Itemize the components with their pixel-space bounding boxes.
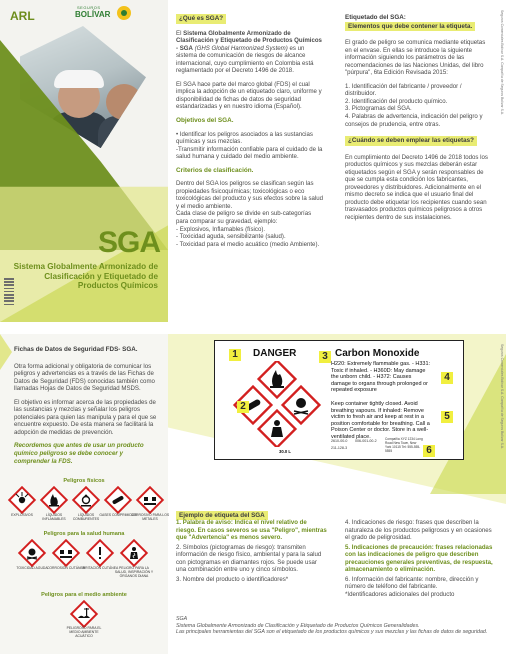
cas-number: 2610-00-0: [331, 439, 348, 443]
flammable-icon: [41, 487, 66, 512]
index-number: 006-001-00-2: [355, 439, 377, 443]
caption-flammable: LÍQUIDOS INFLAMABLES: [42, 513, 66, 521]
paragraph-fds-2: El objetivo es informar acerca de las propiedades de las sustancias y mezclas y señalar los peligros potenciales para quien las manipula y para el que se encuentre expuesto. De esta manera se facilitará la adopción de medidas de prevención.: [14, 398, 157, 436]
caption-corrosive-metals: CORROSIVO PARA LOS METALES: [130, 513, 170, 521]
criteria-example-1: - Explosivos, Inflamables (físico).: [176, 225, 266, 233]
label-item-3: 3. Pictogramas del SGA.: [345, 105, 412, 113]
product-name: Carbon Monoxide: [335, 348, 420, 359]
paragraph-definition: El Sistema Globalmente Armonizado de Clasificación y Etiquetado de Productos Químicos - SGA (GHS Global Harmonized System) es un sistema de comunicación de riesgos de alcance internacional, cuyo cumplimiento en Colombia está reglamentado por el Decreto 1496 de 2018.: [176, 29, 322, 75]
ec-number: 211-128-3: [331, 446, 348, 450]
marker-5: 5: [441, 411, 453, 423]
logo-name: BOLÍVAR: [75, 10, 111, 19]
skull-pictogram-icon: [283, 387, 320, 424]
fds-column: [14, 346, 160, 471]
brochure-outside: [0, 0, 506, 322]
example-item-1: 1. Palabra de aviso: Indica el nivel relativo de riesgo. En casos severos se usa "Peligro", mientras que "Advertencia" es menos severo.: [176, 519, 327, 542]
caption-aquatic-hazard: PELIGROSO PARA EL MEDIO AMBIENTE ACUÁTICO: [66, 626, 102, 638]
decorative-left-triangle: [0, 334, 12, 370]
label-item-1: 1. Identificación del fabricante / proveedor / distribuidor.: [345, 82, 462, 98]
cover-subtitle: Sistema Globalmente Armonizado de Clasificación y Etiquetado de Productos Químicos: [13, 262, 158, 291]
marker-6: 6: [423, 445, 435, 457]
heading-labelling: Etiquetado del SGA:: [345, 14, 406, 21]
criteria-text-2: Cada clase de peligro se divide en sub-categorías para comparar su gravedad, ejemplo:: [176, 210, 312, 226]
explosive-icon: [9, 487, 34, 512]
criteria-example-2: - Toxicidad aguda, sensibilizante (salud).: [176, 233, 286, 241]
corrosive-icon: [137, 487, 162, 512]
hazard-statements: H220: Extremely flammable gas. - H331: Toxic if inhaled. - H360D: May damage the unborn child. - H372: Causes damage to organs through prolonged or repeated exposure: [331, 361, 431, 394]
heading-what-is-sga: ¿Qué es SGA?: [176, 14, 226, 24]
caption-skin-irritation: IRRITACIÓN CUTÁNEA: [81, 566, 119, 570]
precautionary-statements: Keep container tightly closed. Avoid breathing vapours. If inhaled: Remove victim to fresh air and keep at rest in a position comfortable for breathing. Call a Poison Center or doctor. Store in a well-ventilated place.: [331, 401, 430, 440]
physical-hazard-icons: [6, 486, 166, 528]
paragraph-fds-1: Otra forma adicional y obligatoria de comunicar los peligros y advertencias es a través de las Fichas de Datos de Seguridad (FDS) conocidas también como llamadas Hojas de Datos de Seguridad MSDS.: [14, 362, 155, 393]
column-what-is-sga: [176, 14, 324, 254]
label-item-4: 4. Palabras de advertencia, indicación del peligro y consejos de prudencia, entre otras.: [345, 113, 483, 128]
side-legal-text: Seguros Comerciales Bolívar S.A. Compañía de Seguros Bolívar S.A.: [500, 10, 504, 115]
logo-small-text: SEGUROS: [77, 5, 101, 10]
arl-label: ARL: [10, 9, 35, 23]
heading-when-use-labels: ¿Cuándo se deben emplear las etiquetas?: [345, 136, 477, 146]
flame-pictogram-icon: [259, 361, 296, 397]
health-hazards-title: Peligros para la salud humana: [43, 531, 125, 537]
example-item-4: 4. Indicaciones de riesgo: frases que describen la naturaleza de los productos peligrosos y en ocasiones el grado de peligrosidad.: [345, 519, 492, 542]
heading-criteria: Criterios de clasificación.: [176, 166, 254, 174]
health-hazard-icon: [121, 540, 146, 565]
paragraph-label-info: El grado de peligro se comunica mediante etiquetas en el envase. En ellas se introduce la siguiente información siguiendo los parámetros de las recomendaciones de las Naciones Unidas, del libro "púrpura", 6ta Edición Revisada 2015:: [345, 39, 486, 77]
label-item-2: 2. Identificación del producto químico.: [345, 97, 448, 105]
marker-4: 4: [441, 372, 453, 384]
remember-note: Recordemos que antes de usar un producto químico peligroso se debe conocer y comprender la FDS.: [14, 442, 144, 465]
oxidizer-icon: [73, 487, 98, 512]
heading-label-elements: Elementos que debe contener la etiqueta.: [345, 22, 475, 32]
environment-hazards-title: Peligros para el medio ambiente: [41, 592, 127, 598]
fds-panel: [0, 334, 168, 654]
footer-title: SGA: [176, 616, 188, 622]
example-item-6: 6. Información del fabricante: nombre, dirección y número de teléfono del fabricante.: [345, 575, 479, 591]
worker-2: [98, 116, 156, 172]
skull-icon: [19, 540, 44, 565]
gas-cylinder-icon: [105, 487, 130, 512]
example-column-right: [345, 519, 493, 604]
corrosion-icon: [53, 540, 78, 565]
page-divider: [0, 322, 506, 334]
criteria-example-3: - Toxicidad para el medio acuático (medio Ambiente).: [176, 240, 320, 248]
caption-health-hazard: PELIGRO PARA LA SALUD, INSPIRACIÓN Y ÓRGANOS DIANA: [114, 566, 154, 578]
signal-word: DANGER: [253, 348, 297, 359]
caption-compressed-gas: GASES COMPRIMIDOS: [99, 513, 137, 517]
marker-3: 3: [319, 351, 331, 363]
barcode-icon: [4, 278, 14, 308]
paragraph-global-framework: El SGA hace parte del marco global (FDS) el cual implica la adopción de un etiquetado claro, uniforme y disponibilidad de fichas de datos de seguridad estandarizadas y en nuestro idioma (Español).: [176, 80, 322, 111]
footer-note: [176, 616, 496, 636]
example-item-5: 5. Indicaciones de precaución: frases relacionadas con las indicaciones de peligro que describen precauciones generales preventivas, de respuesta, almacenamiento o eliminación.: [345, 543, 493, 574]
cover-panel: [0, 0, 168, 322]
ghs-label-example: [214, 340, 464, 460]
caption-oxidizing: LÍQUIDOS COMBURENTES: [72, 513, 100, 521]
example-item-6-note: *Identificadores adicionales del producto: [345, 590, 455, 598]
brochure-inside: [0, 334, 506, 654]
physical-hazards-title: Peligros físicos: [63, 478, 105, 484]
cover-title: SGA: [97, 226, 160, 259]
objective-1: • Identificar los peligros asociados a las sustancias químicas y sus mezclas.: [176, 130, 313, 146]
caption-acute-toxicity: TOXICIDAD AGUDA: [16, 566, 48, 570]
supplier-info: Compañía XYZ 1234 Long Road New Town, New York 10115 Tel: 555-555-5555: [385, 437, 423, 453]
caption-skin-corrosion: CORROSIÓN CUTÁNEA: [46, 566, 86, 570]
footer-line-1: Sistema Globalmente Armonizado de Clasificación y Etiquetado de Productos Químicos Generalidades.: [176, 622, 420, 629]
heading-fds: Fichas de Datos de Seguridad FDS- SGA.: [14, 346, 138, 353]
example-item-3: 3. Nombre del producto o identificadores*: [176, 575, 289, 583]
footer-line-2: Las principales herramientas del SGA son el etiquetado de los productos químicos y sus mezclas y las fichas de datos de seguridad.: [176, 629, 488, 635]
health-pictogram-icon: [259, 411, 296, 447]
example-column-left: [176, 519, 328, 589]
hard-hat: [54, 70, 104, 88]
logo-mark-icon: [117, 6, 131, 20]
heading-objectives: Objetivos del SGA.: [176, 117, 234, 125]
worker-2-face: [106, 84, 142, 120]
paragraph-decree: En cumplimiento del Decreto 1496 de 2018 todos los productos químicos y sus mezclas deberán estar etiquetados según el SGA y serán responsables de que se cumpla esta condición los fabricantes, proveedores y distribuidores. Adicionalmente en el mismo decreto se indica que el usuario final del producto debe etiquetar los recipientes cuando sean trasvasados productos químicos peligrosos a otros recipientes dentro de sus instalaciones.: [345, 153, 488, 222]
environment-icon: [71, 601, 96, 626]
example-item-2: 2. Símbolos (pictogramas de riesgo): transmiten información de riesgo físico, ambiental y para la salud con pictogramas en diamantes rojos. Se puede usar una combinación entre uno y cinco símbolos.: [176, 543, 322, 574]
column-labelling: [345, 14, 493, 228]
seguros-bolivar-logo: [75, 3, 133, 25]
heading-label-example: Ejemplo de etiqueta del SGA: [176, 511, 268, 520]
caption-explosives: EXPLOSIVOS: [11, 513, 33, 517]
criteria-text-1: Dentro del SGA los peligros se clasifican según las propiedades fisicoquímicas; toxicológicas o eco toxicológicas del producto y sus efectos sobre la salud y el medio ambiente.: [176, 180, 324, 210]
side-legal-text-bottom: Seguros Comerciales Bolívar S.A. Compañía de Seguros Bolívar S.A.: [500, 344, 504, 449]
objective-2: -Transmitir información confiable para el cuidado de la salud humana y cuidado del medio ambiente.: [176, 145, 323, 161]
marker-2: 2: [237, 401, 249, 413]
label-weight: 30.0 L: [279, 449, 291, 454]
marker-1: 1: [229, 349, 241, 361]
exclamation-icon: [87, 540, 112, 565]
